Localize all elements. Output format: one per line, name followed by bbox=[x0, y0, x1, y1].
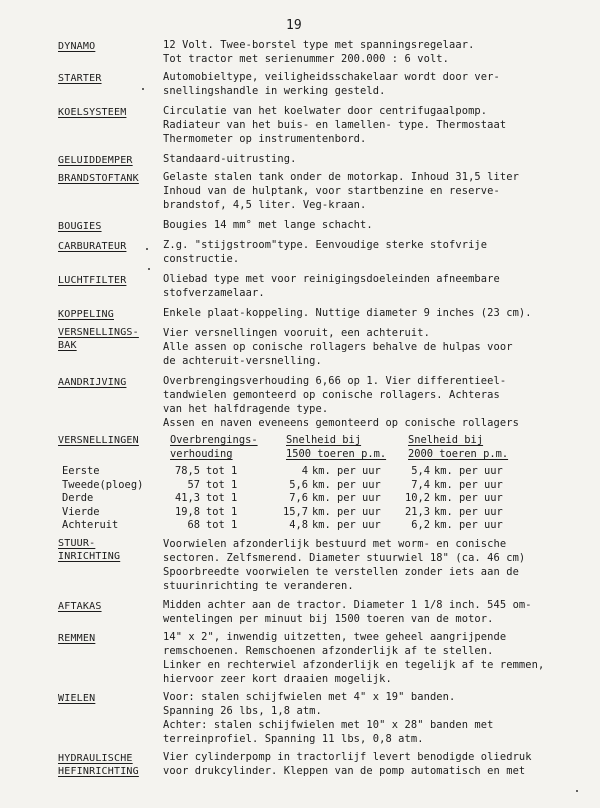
scan-speck bbox=[146, 248, 148, 250]
gear-speed-1500: 5,6 bbox=[289, 478, 308, 491]
label-stuurinrichting: STUUR- INRICHTING bbox=[58, 538, 121, 562]
text-brandstoftank bbox=[163, 170, 588, 212]
label-remmen: REMMEN bbox=[58, 633, 96, 644]
gear-name: Eerste bbox=[62, 465, 100, 477]
label-bougies: BOUGIES bbox=[58, 221, 102, 232]
gear-ratio-suffix: tot 1 bbox=[206, 492, 238, 504]
line: brandstof, 4,5 liter. Veg-kraan. bbox=[163, 199, 367, 211]
line: constructie. bbox=[163, 253, 240, 265]
gear-ratio-suffix: tot 1 bbox=[206, 505, 238, 518]
line: Spoorbreedte voorwielen te verstellen zonder iets aan de bbox=[163, 566, 519, 578]
gear-speed-2000: 21,3 bbox=[404, 505, 430, 518]
line: Voor: stalen schijfwielen met 4" x 19" banden. bbox=[163, 691, 456, 703]
gear-unit-2000: km. per uur bbox=[434, 478, 503, 491]
scan-speck bbox=[148, 268, 150, 270]
text-geluiddemper: Standaard-uitrusting. bbox=[163, 153, 297, 165]
text-wielen bbox=[163, 690, 588, 746]
scan-speck bbox=[576, 790, 578, 792]
gear-ratio: 19,8 bbox=[174, 505, 200, 518]
line: terreinprofiel. Spanning 11 lbs, 0,8 atm. bbox=[163, 733, 424, 745]
line: wentelingen per minuut bij 1500 toeren van de motor. bbox=[163, 613, 494, 625]
gear-ratio: 78,5 bbox=[174, 465, 200, 477]
label-versnellingsbak: VERSNELLINGS- BAK bbox=[58, 327, 139, 351]
text-koelsysteem bbox=[163, 104, 588, 146]
gear-speed-2000: 10,2 bbox=[404, 492, 430, 504]
page-number: 19 bbox=[286, 18, 302, 33]
label-hydraulische-hefinrichting: HYDRAULISCHE HEFINRICHTING bbox=[58, 753, 139, 777]
line: Vier cylinderpomp in tractorlijf levert benodigde oliedruk bbox=[163, 751, 532, 763]
line: tandwielen gemonteerd op conische rollagers. Achteras bbox=[163, 389, 500, 401]
gear-ratio: 68 bbox=[187, 519, 200, 531]
line: Thermometer op instrumentenbord. bbox=[163, 133, 367, 145]
gear-ratio-suffix: tot 1 bbox=[206, 465, 238, 477]
gear-unit-2000: km. per uur bbox=[434, 465, 503, 477]
line: stuurinrichting te veranderen. bbox=[163, 580, 354, 592]
text-aandrijving bbox=[163, 374, 588, 430]
label-koelsysteem: KOELSYSTEEM bbox=[58, 107, 127, 118]
line: Spanning 26 lbs, 1,8 atm. bbox=[163, 705, 322, 717]
line: Alle assen op conische rollagers behalve de hulpas voor bbox=[163, 341, 513, 353]
line: Circulatie van het koelwater door centrifugaalpomp. bbox=[163, 105, 488, 117]
line: Voorwielen afzonderlijk bestuurd met worm- en conische bbox=[163, 538, 507, 550]
line: snellingshandle in werking gesteld. bbox=[163, 85, 386, 97]
label-carburateur: CARBURATEUR bbox=[58, 241, 127, 252]
gear-ratio: 57 bbox=[187, 478, 200, 491]
label-brandstoftank: BRANDSTOFTANK bbox=[58, 173, 139, 184]
line: Automobieltype, veiligheidsschakelaar wordt door ver- bbox=[163, 71, 500, 83]
label-versnellingen: VERSNELLINGEN bbox=[58, 435, 139, 446]
line: 14" x 2", inwendig uitzetten, twee geheel aangrijpende bbox=[163, 631, 507, 643]
gear-unit-1500: km. per uur bbox=[312, 519, 381, 531]
line: Assen en naven eveneens gemonteerd op conische rollagers bbox=[163, 417, 519, 429]
text-bougies: Bougies 14 mm° met lange schacht. bbox=[163, 219, 373, 231]
text-stuurinrichting bbox=[163, 537, 588, 593]
text-aftakas bbox=[163, 598, 588, 626]
label-luchtfilter: LUCHTFILTER bbox=[58, 275, 127, 286]
label-koppeling: KOPPELING bbox=[58, 309, 114, 320]
line: Inhoud van de hulptank, voor startbenzine en reserve- bbox=[163, 185, 500, 197]
gear-unit-1500: km. per uur bbox=[312, 465, 381, 477]
gear-speed-1500: 15,7 bbox=[282, 505, 308, 518]
gear-speed-1500: 4,8 bbox=[289, 519, 308, 531]
gear-unit-1500: km. per uur bbox=[312, 492, 381, 504]
gear-row bbox=[0, 479, 600, 492]
gear-name: Tweede(ploeg) bbox=[62, 478, 144, 491]
line: hiervoor zeer kort draaien mogelijk. bbox=[163, 673, 392, 685]
text-hydraulische-hefinrichting bbox=[163, 750, 588, 778]
gear-speed-1500: 7,6 bbox=[289, 492, 308, 504]
line: van het halfdragende type. bbox=[163, 403, 329, 415]
text-koppeling: Enkele plaat-koppeling. Nuttige diameter 9 inches (23 cm). bbox=[163, 307, 532, 319]
label-aftakas: AFTAKAS bbox=[58, 601, 102, 612]
gear-name: Derde bbox=[62, 492, 94, 504]
gear-unit-1500: km. per uur bbox=[312, 505, 381, 518]
gear-speed-2000: 6,2 bbox=[411, 519, 430, 531]
label-geluiddemper: GELUIDDEMPER bbox=[58, 155, 133, 166]
gear-unit-2000: km. per uur bbox=[434, 492, 503, 504]
gear-ratio-suffix: tot 1 bbox=[206, 519, 238, 531]
gear-unit-2000: km. per uur bbox=[434, 519, 503, 531]
line: Linker en rechterwiel afzonderlijk en tegelijk af te remmen, bbox=[163, 659, 545, 671]
text-carburateur bbox=[163, 238, 588, 266]
gear-unit-2000: km. per uur bbox=[434, 505, 503, 518]
gear-ratio: 41,3 bbox=[174, 492, 200, 504]
gear-row bbox=[0, 506, 600, 519]
line: Vier versnellingen vooruit, een achteruit. bbox=[163, 327, 430, 339]
scan-speck bbox=[142, 88, 144, 90]
gear-name: Achteruit bbox=[62, 519, 119, 531]
gear-row bbox=[0, 465, 600, 478]
line: Radiateur van het buis- en lamellen- type. Thermostaat bbox=[163, 119, 507, 131]
gear-name: Vierde bbox=[62, 505, 100, 518]
line: Tot tractor met serienummer 200.000 : 6 volt. bbox=[163, 53, 450, 65]
line: remschoenen. Remschoenen afzonderlijk af te stellen. bbox=[163, 645, 494, 657]
gear-speed-1500: 4 bbox=[301, 465, 308, 477]
line: Achter: stalen schijfwielen met 10" x 28" banden met bbox=[163, 719, 494, 731]
text-starter bbox=[163, 70, 588, 98]
header-speed-2000: Snelheid bij 2000 toeren p.m. bbox=[408, 434, 509, 460]
line: de achteruit-versnelling. bbox=[163, 355, 322, 367]
line: sectoren. Zelfsmerend. Diameter stuurwiel 18" (ca. 46 cm) bbox=[163, 552, 526, 564]
gear-row bbox=[0, 492, 600, 505]
line: Midden achter aan de tractor. Diameter 1 1/8 inch. 545 om- bbox=[163, 599, 532, 611]
label-wielen: WIELEN bbox=[58, 693, 96, 704]
gear-ratio-suffix: tot 1 bbox=[206, 478, 238, 491]
text-luchtfilter bbox=[163, 272, 588, 300]
gear-speed-2000: 5,4 bbox=[411, 465, 430, 477]
line: voor drukcylinder. Kleppen van de pomp automatisch en met bbox=[163, 765, 526, 777]
line: Oliebad type met voor reinigingsdoeleinden afneembare bbox=[163, 273, 500, 285]
line: Overbrengingsverhouding 6,66 op 1. Vier differentieel- bbox=[163, 375, 507, 387]
label-aandrijving: AANDRIJVING bbox=[58, 377, 127, 388]
gear-row bbox=[0, 519, 600, 532]
label-dynamo: DYNAMO bbox=[58, 41, 96, 52]
header-ratio: Overbrengings- verhouding bbox=[170, 434, 258, 460]
gear-speed-2000: 7,4 bbox=[411, 478, 430, 491]
text-dynamo bbox=[163, 38, 588, 66]
line: Z.g. "stijgstroom"type. Eenvoudige sterke stofvrije bbox=[163, 239, 488, 251]
label-starter: STARTER bbox=[58, 73, 102, 84]
line: stofverzamelaar. bbox=[163, 287, 265, 299]
line: Gelaste stalen tank onder de motorkap. Inhoud 31,5 liter bbox=[163, 171, 519, 183]
gear-unit-1500: km. per uur bbox=[312, 478, 381, 491]
line: 12 Volt. Twee-borstel type met spanningsregelaar. bbox=[163, 39, 475, 51]
text-remmen bbox=[163, 630, 588, 686]
text-versnellingsbak bbox=[163, 326, 588, 368]
header-speed-1500: Snelheid bij 1500 toeren p.m. bbox=[286, 434, 387, 460]
